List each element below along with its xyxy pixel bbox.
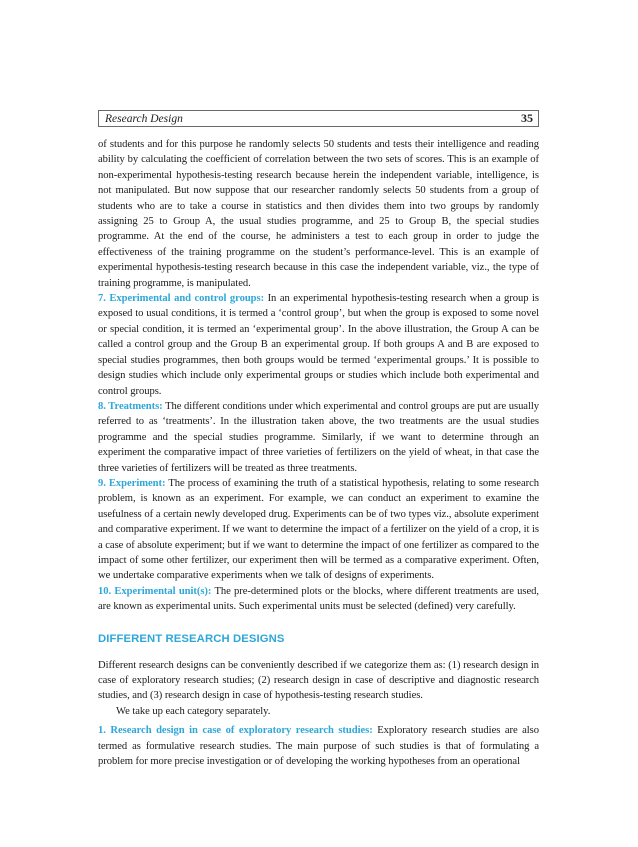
term-definition: In an experimental hypothesis-testing research when a group is exposed to usual conditions, it is termed a ‘control group’, but when the group is exposed to some novel or special condition, it is termed an ‘experimental group’. In the above illustration, the Group A can be called a control group and the Group B an experimental group. If both groups A and B are exposed to special studies programmes, then both groups would be termed ‘experimental groups.’ It is possible to design studies which include only experimental groups or studies which include both experimental and control groups. xyxy=(98,293,539,397)
section-intro-paragraph: Different research designs can be conveniently described if we categorize them as: (1) research design in case of exploratory research studies; (2) research design in case of descriptive and diagnostic research studies, and (3) research design in case of hypothesis-testing research studies. xyxy=(98,659,539,702)
definition-treatments xyxy=(98,399,539,476)
body-paragraph: of students and for this purpose he randomly selects 50 students and tests their intelligence and reading ability by calculating the coefficient of correlation between the two sets of scores. This is an example of non-experimental hypothesis-testing research because herein the independent variable, intelligence, is not manipulated. But now suppose that our researcher randomly selects 50 students from a group of students who are to take a course in statistics and then divides them into two groups by randomly assigning 25 to Group A, the usual studies programme, and 25 to Group B, the special studies programme. At the end of the course, he administers a test to each group in order to judge the effectiveness of the training programme on the student’s performance-level. This is an example of experimental hypothesis-testing research because in this case the independent variable, viz., the type of training programme, is manipulated. xyxy=(98,139,539,289)
term-definition: The process of examining the truth of a statistical hypothesis, relating to some research problem, is known as an experiment. For example, we can conduct an experiment to examine the usefulness of a certain newly developed drug. Experiments can be of two types viz., absolute experiment and comparative experiment. If we want to determine the impact of a fertilizer on the yield of a crop, it is a case of absolute experiment; but if we want to determine the impact of one fertilizer as compared to the impact of some other fertilizer, our experiment then will be termed as a comparative experiment. Often, we undertake comparative experiments when we talk of designs of experiments. xyxy=(98,477,539,582)
term-definition: The pre-determined plots or the blocks, where different treatments are used, are known as experimental units. Such experimental units must be selected (defined) very carefully. xyxy=(98,585,539,613)
term-label: 1. Research design in case of exploratory research studies: xyxy=(98,725,373,737)
term-definition: The different conditions under which experimental and control groups are put are usually referred to as ‘treatments’. In the illustration taken above, the two treatments are the usual studies programme and the special studies programme. Similarly, if we want to determine through an experiment the comparative impact of three varieties of fertilizers on the yield of wheat, in that case the three varieties of fertilizers will be treated as three treatments. xyxy=(98,400,539,474)
term-label: 9. Experiment: xyxy=(98,477,166,489)
design-exploratory-paragraph xyxy=(98,723,539,769)
chapter-title: Research Design xyxy=(105,113,183,125)
term-label: 8. Treatments: xyxy=(98,400,163,412)
running-header xyxy=(98,110,539,127)
definition-experimental-control-groups xyxy=(98,291,539,399)
page-number: 35 xyxy=(521,111,533,125)
term-label: 10. Experimental unit(s): xyxy=(98,585,212,597)
term-label: 7. Experimental and control groups: xyxy=(98,293,265,305)
definition-experiment xyxy=(98,476,539,584)
section-heading: DIFFERENT RESEARCH DESIGNS xyxy=(98,632,285,645)
definition-experimental-units xyxy=(98,584,539,615)
transition-sentence: We take up each category separately. xyxy=(116,705,271,717)
term-definition: Exploratory research studies are also termed as formulative research studies. The main purpose of such studies is that of formulating a problem for more precise investigation or of developing the working hypotheses from an operational xyxy=(98,725,540,768)
page-body xyxy=(98,137,539,769)
